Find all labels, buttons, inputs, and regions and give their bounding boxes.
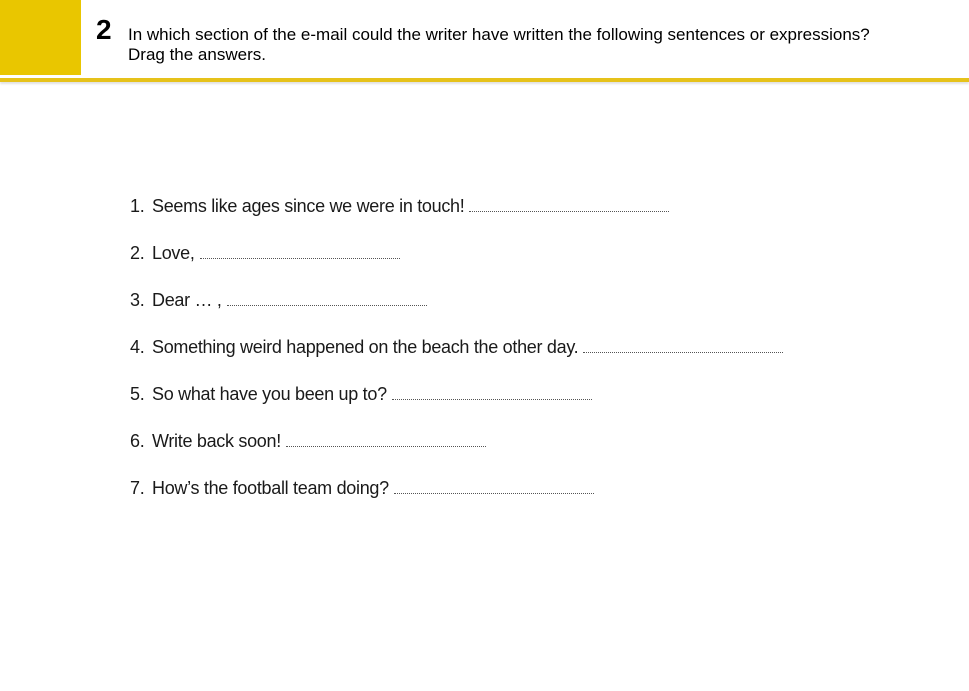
sentence-number: 2. <box>130 243 145 263</box>
exercise-number: 2 <box>96 14 112 45</box>
sentence-number: 5. <box>130 384 145 404</box>
header-divider <box>0 78 969 82</box>
sentence-item <box>130 337 783 384</box>
instruction-question: In which section of the e-mail could the writer have written the following sentences or expressions? <box>128 25 870 44</box>
sentence-item <box>130 243 783 290</box>
sentence-text: Love, <box>152 243 195 263</box>
sentence-number: 1. <box>130 196 145 216</box>
sentence-item <box>130 290 783 337</box>
sentence-text: Write back soon! <box>152 431 281 451</box>
sentence-number: 4. <box>130 337 145 357</box>
instruction-drag-hint: Drag the answers. <box>128 45 266 64</box>
sentence-item <box>130 384 783 431</box>
sentence-number: 6. <box>130 431 145 451</box>
sentence-list <box>130 196 783 525</box>
answer-drop-slot[interactable] <box>200 256 400 259</box>
sentence-text: So what have you been up to? <box>152 384 387 404</box>
exercise-instruction <box>128 25 948 65</box>
sentence-text: Seems like ages since we were in touch! <box>152 196 465 216</box>
sentence-text: Something weird happened on the beach the other day. <box>152 337 579 357</box>
sentence-number: 7. <box>130 478 145 498</box>
sentence-item <box>130 431 783 478</box>
sentence-text: How’s the football team doing? <box>152 478 389 498</box>
sentence-number: 3. <box>130 290 145 310</box>
answer-drop-slot[interactable] <box>286 444 486 447</box>
answer-drop-slot[interactable] <box>227 303 427 306</box>
answer-drop-slot[interactable] <box>469 209 669 212</box>
sentence-item <box>130 196 783 243</box>
header-accent-block <box>0 0 81 75</box>
sentence-item <box>130 478 783 525</box>
sentence-text: Dear … , <box>152 290 222 310</box>
answer-drop-slot[interactable] <box>394 491 594 494</box>
answer-drop-slot[interactable] <box>392 397 592 400</box>
answer-drop-slot[interactable] <box>583 350 783 353</box>
